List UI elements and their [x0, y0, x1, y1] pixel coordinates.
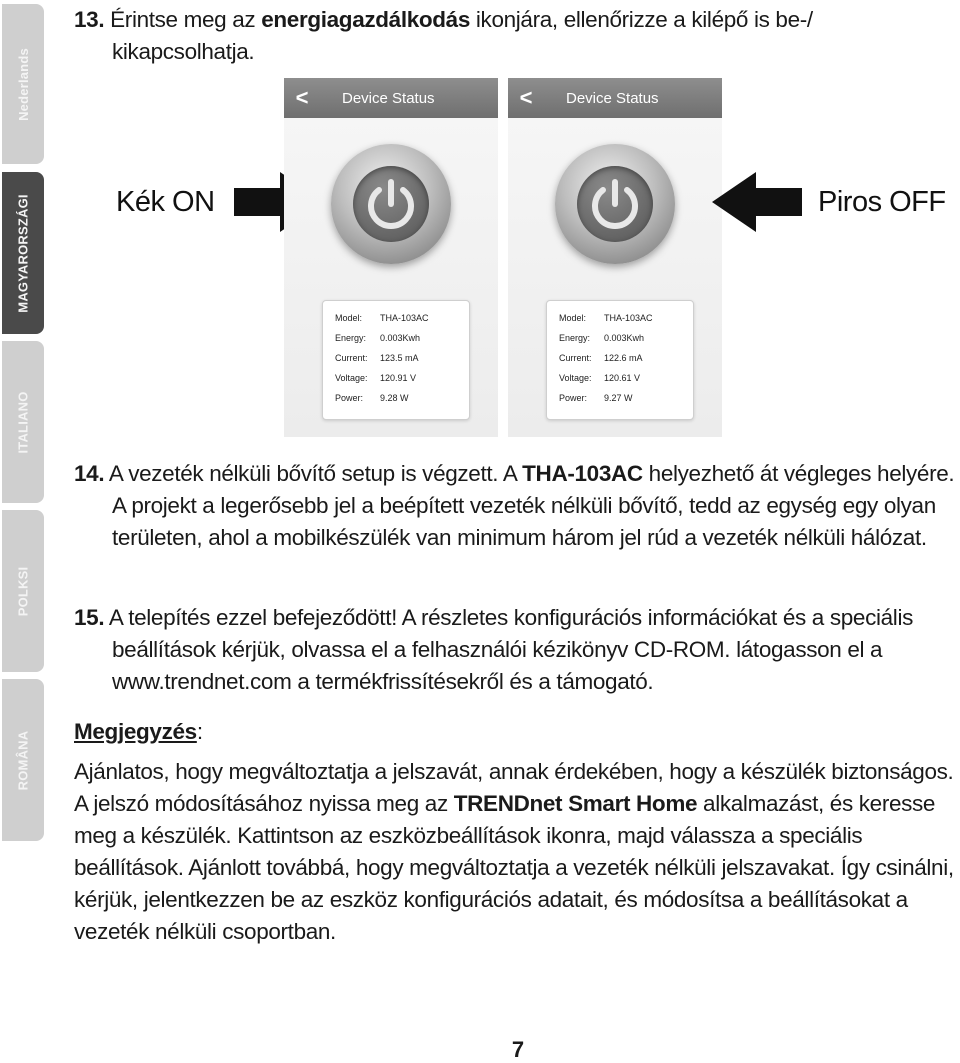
back-button[interactable]: <	[295, 85, 309, 110]
step-text: helyezhető át végleges helyére. A projekt a legerősebb jel a beépített vezeték nélküli bővítő, tedd az egység egy olyan területen, ahol a mobilkészülék van minimum három jel rúd a vezeték nélküli hálózat.	[112, 461, 955, 550]
info-value: 9.27 W	[604, 393, 633, 403]
info-key: Model:	[335, 313, 363, 323]
note-bold-text: TRENDnet Smart Home	[453, 791, 698, 816]
info-value: 120.61 V	[604, 373, 641, 383]
note-colon: :	[196, 719, 203, 744]
side-tab-nederlands[interactable]	[2, 4, 44, 164]
info-key: Voltage:	[335, 373, 368, 383]
side-tab-polksi[interactable]	[2, 510, 44, 672]
side-tab-magyarorszagi[interactable]	[2, 172, 44, 334]
info-value: 122.6 mA	[604, 353, 643, 363]
power-button[interactable]	[331, 144, 451, 264]
arrow-left-icon	[712, 172, 802, 232]
note-text: alkalmazást, és keresse meg a készülék. Kattintson az eszközbeállítások ikonra, majd válassza a speciális beállítások. Ajánlott továbbá, hogy megváltoztatja a vezeték nélküli jelszavakat. Így csinálni, kérjük, jelentkezzen be az eszköz konfigurációs adatait, és módosítsa a beállításokat a vezeték nélküli csoportban.	[74, 791, 954, 944]
info-value: 0.003Kwh	[380, 333, 421, 343]
step-text: Érintse meg az	[110, 7, 262, 32]
side-tab-label: ROMÂNA	[15, 730, 31, 790]
device-status-panel-off	[508, 78, 722, 437]
screen-title: Device Status	[342, 89, 435, 107]
info-key: Energy:	[559, 333, 591, 343]
side-tab-italiano[interactable]	[2, 341, 44, 503]
step-14	[74, 458, 958, 554]
device-info-card	[322, 300, 470, 420]
step-text: ikonjára, ellenőrizze a kilépő is be-/ kikapcsolhatja.	[112, 7, 813, 64]
back-button[interactable]: <	[519, 85, 533, 110]
label-blue-on: Kék ON	[116, 186, 215, 218]
side-tab-label: MAGYARORSZÁGI	[15, 193, 31, 313]
note-body	[74, 756, 958, 948]
step-text: A vezeték nélküli bővítő setup is végzett. A	[104, 461, 523, 486]
side-tab-label: Nederlands	[15, 47, 31, 121]
step-bold-text: energiagazdálkodás	[261, 7, 470, 32]
info-key: Power:	[559, 393, 588, 403]
info-value: 9.28 W	[380, 393, 409, 403]
info-key: Power:	[335, 393, 364, 403]
note-text: Ajánlatos, hogy megváltoztatja a jelszavát, annak érdekében, hogy a készülék biztonságos. A jelszó módosításához nyissa meg az	[74, 759, 954, 816]
info-value: 0.003Kwh	[604, 333, 645, 343]
step-bold-text: THA-103AC	[522, 461, 643, 486]
info-key: Current:	[559, 353, 592, 363]
step-text: A telepítés ezzel befejeződött! A részletes konfigurációs információkat és a speciális beállítások kérjük, olvassa el a felhasználói kézikönyv CD-ROM. látogasson el a www.trendnet.com a termékfrissítésekről és a támogató.	[104, 605, 913, 694]
step-number: 14.	[74, 461, 105, 486]
app-header-bar	[508, 78, 722, 118]
device-info-card	[546, 300, 694, 420]
side-tab-label: ITALIANO	[15, 390, 31, 454]
side-tab-romana[interactable]	[2, 679, 44, 841]
power-icon	[573, 162, 657, 246]
power-icon	[349, 162, 433, 246]
page-number: 7	[511, 1037, 525, 1062]
info-value: 120.91 V	[380, 373, 417, 383]
step-number: 13.	[74, 7, 105, 32]
step-number: 15.	[74, 605, 105, 630]
info-key: Voltage:	[559, 373, 592, 383]
power-button[interactable]	[555, 144, 675, 264]
info-value: THA-103AC	[604, 313, 653, 323]
info-value: 123.5 mA	[380, 353, 419, 363]
note-heading	[74, 716, 958, 748]
device-status-panel-on	[284, 78, 498, 437]
info-value: THA-103AC	[380, 313, 429, 323]
label-red-off: Piros OFF	[818, 186, 946, 218]
step-15	[74, 602, 958, 698]
screen-title: Device Status	[566, 89, 659, 107]
app-header-bar	[284, 78, 498, 118]
info-key: Current:	[335, 353, 368, 363]
info-key: Model:	[559, 313, 587, 323]
step-13	[74, 4, 958, 68]
note-title: Megjegyzés	[74, 719, 197, 744]
info-key: Energy:	[335, 333, 367, 343]
side-tab-label: POLKSI	[15, 566, 31, 616]
